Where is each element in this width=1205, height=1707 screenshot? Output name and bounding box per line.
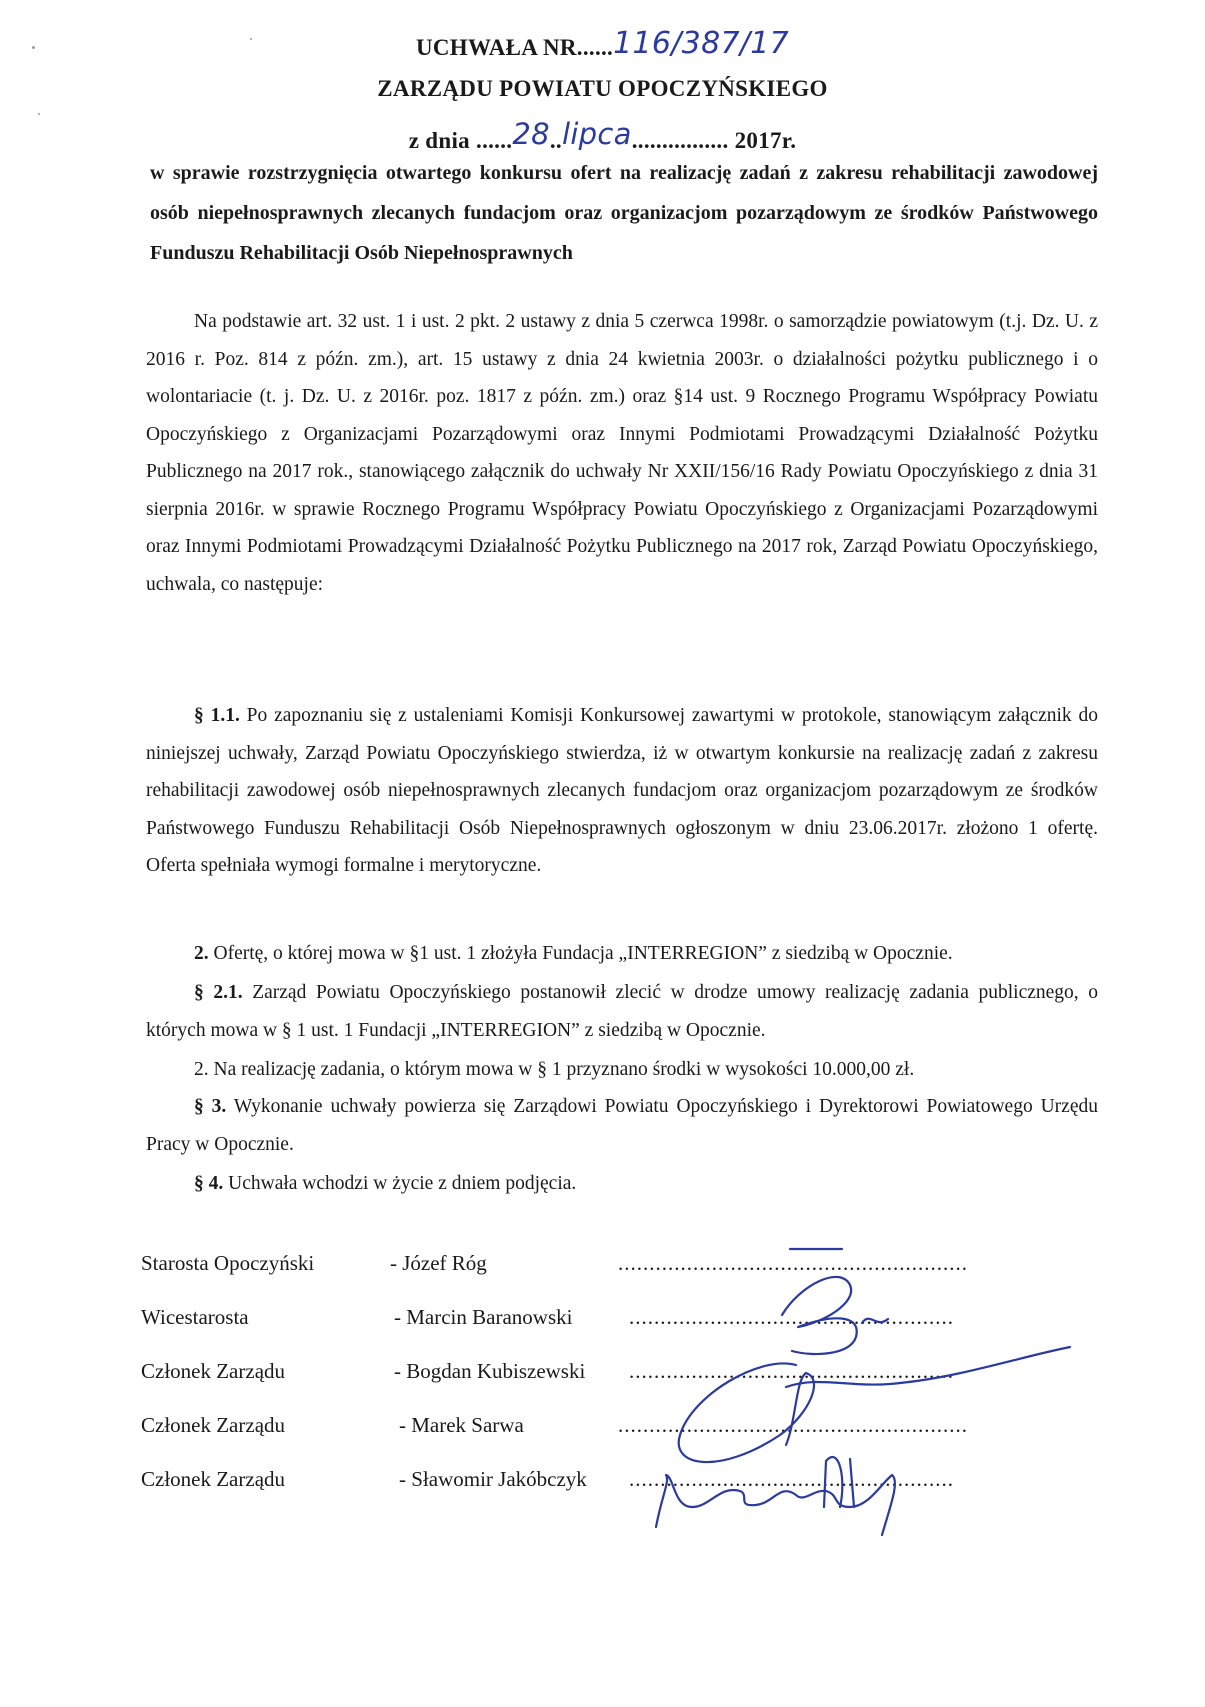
signature-stroke bbox=[824, 1457, 854, 1507]
section-2-2: 2. Na realizację zadania, o którym mowa w § 1 przyznano środki w wysokości 10.000,00 zł. bbox=[194, 1059, 915, 1080]
section-text: Zarząd Powiatu Opoczyńskiego postanowił zlecić w drodze umowy realizację zadania publicznego, o których mowa w § 1 ust. 1 Fundacji „INTERREGION” z siedzibą w Opocznie. bbox=[146, 982, 1099, 1041]
section-1-1 bbox=[146, 697, 1098, 885]
signature-line: .................................................... bbox=[629, 1359, 954, 1383]
section-3 bbox=[146, 1088, 1098, 1163]
signatory-role: Starosta Opoczyński bbox=[141, 1251, 315, 1275]
section-text: Ofertę, o której mowa w §1 ust. 1 złożyła Fundacja „INTERREGION” z siedzibą w Opocznie. bbox=[213, 943, 953, 964]
signatory-name: - Sławomir Jakóbczyk bbox=[399, 1467, 587, 1491]
handwritten-resolution-number: 116/387/17 bbox=[613, 26, 790, 61]
title-dots: ...... bbox=[576, 35, 614, 60]
signatory-name: - Józef Róg bbox=[390, 1251, 487, 1275]
handwritten-month: lipca bbox=[561, 117, 632, 151]
date-dots: .. bbox=[549, 128, 562, 153]
section-mark: § 3. bbox=[194, 1096, 227, 1117]
signature-stroke bbox=[679, 1363, 814, 1462]
resolution-subject: w sprawie rozstrzygnięcia otwartego konkursu ofert na realizację zadań z zakresu rehabilitacji zawodowej osób niepełnosprawnych zlecanych fundacjom oraz organizacjom pozarządowym ze środków Państwowego Funduszu Rehabilitacji Osób Niepełnosprawnych bbox=[150, 162, 1098, 264]
section-4 bbox=[146, 1165, 1098, 1203]
signature-line: .................................................... bbox=[629, 1305, 954, 1329]
signature-stroke bbox=[862, 1319, 888, 1323]
legal-basis-paragraph: Na podstawie art. 32 ust. 1 i ust. 2 pkt. 2 ustawy z dnia 5 czerwca 1998r. o samorządzie powiatowym (t.j. Dz. U. z 2016 r. Poz. 814 z późn. zm.), art. 15 ustawy z dnia 24 kwietnia 2003r. o działalności pożytku publicznego i o wolontariacie (t. j. Dz. U. z 2016r. poz. 1817 z późn. zm.) oraz §14 ust. 9 Rocznego Programu Współpracy Powiatu Opoczyńskiego z Organizacjami Pozarządowymi oraz Innymi Podmiotami Prowadzącymi Działalność Pożytku Publicznego na 2017 rok., stanowiącego załącznik do uchwały Nr XXII/156/16 Rady Powiatu Opoczyńskiego z dnia 31 sierpnia 2016r. w sprawie Rocznego Programu Współpracy Powiatu Opoczyńskiego z Organizacjami Pozarządowymi oraz Innymi Podmiotami Prowadzącymi Działalność Pożytku Publicznego na 2017 rok, Zarząd Powiatu Opoczyńskiego, uchwala, co następuje: bbox=[146, 311, 1098, 595]
handwritten-day: 28 bbox=[512, 117, 550, 151]
section-2-1 bbox=[146, 974, 1098, 1049]
section-mark: § 4. bbox=[194, 1173, 224, 1194]
title-prefix: UCHWAŁA NR bbox=[415, 35, 577, 60]
section-1-2 bbox=[146, 935, 1098, 973]
date-dots: ...... bbox=[476, 128, 513, 153]
signatory-role: Członek Zarządu bbox=[141, 1467, 286, 1491]
section-text: Uchwała wchodzi w życie z dniem podjęcia. bbox=[228, 1173, 577, 1194]
signatory-role: Członek Zarządu bbox=[141, 1413, 286, 1437]
board-name: ZARZĄDU POWIATU OPOCZYŃSKIEGO bbox=[377, 76, 828, 101]
section-mark: § 2.1. bbox=[194, 982, 243, 1003]
handwritten-signatures bbox=[600, 1245, 1120, 1545]
scan-speck bbox=[38, 113, 40, 115]
signature-stroke bbox=[656, 1475, 895, 1535]
signature-line: .................................................... bbox=[629, 1467, 954, 1491]
date-year: 2017r. bbox=[734, 128, 797, 153]
signatory-name: - Marek Sarwa bbox=[399, 1413, 524, 1437]
section-mark: § 1.1. bbox=[194, 705, 240, 726]
signature-line: ........................................................ bbox=[618, 1413, 968, 1437]
section-text: Po zapoznaniu się z ustaleniami Komisji Konkursowej zawartymi w protokole, stanowiącym załącznik do niniejszej uchwały, Zarząd Powiatu Opoczyńskiego stwierdza, iż w otwartym konkursie na realizację zadań z zakresu rehabilitacji zawodowej osób niepełnosprawnych zlecanych fundacjom oraz organizacjom pozarządowym ze środków Państwowego Funduszu Rehabilitacji Osób Niepełnosprawnych ogłoszonym w dniu 23.06.2017r. złożono 1 ofertę. Oferta spełniała wymogi formalne i merytoryczne. bbox=[146, 705, 1099, 876]
signatory-name: - Bogdan Kubiszewski bbox=[394, 1359, 586, 1383]
signature-line: ........................................................ bbox=[618, 1251, 968, 1275]
signature-stroke bbox=[782, 1277, 857, 1354]
signatory-name: - Marcin Baranowski bbox=[394, 1305, 573, 1329]
signatory-role: Członek Zarządu bbox=[141, 1359, 286, 1383]
date-prefix: z dnia bbox=[408, 128, 470, 153]
signatory-role: Wicestarosta bbox=[141, 1305, 249, 1329]
resolution-title bbox=[0, 26, 1205, 61]
resolution-date bbox=[0, 117, 1205, 154]
section-text: Wykonanie uchwały powierza się Zarządowi Powiatu Opoczyńskiego i Dyrektorowi Powiatowego Urzędu Pracy w Opocznie. bbox=[146, 1096, 1098, 1155]
section-mark: 2. bbox=[194, 943, 209, 964]
date-dots: ................ bbox=[631, 128, 729, 153]
